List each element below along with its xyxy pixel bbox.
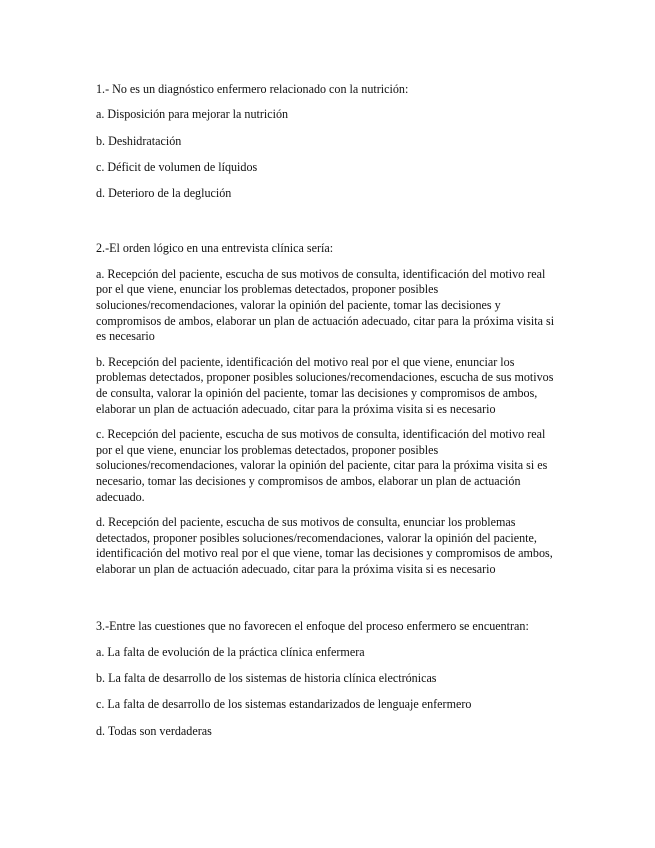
question-3 [96,619,556,738]
question-2-option-c: c. Recepción del paciente, escucha de sus motivos de consulta, identificación del motivo real por el que viene, enunciar los problemas detectados, proponer posibles soluciones/recomendaciones, valorar la opinión del paciente, citar para la próxima visita si es necesario, tomar las decisiones y compromisos de ambos, elaborar un plan de actuación adecuado. [96,427,548,504]
question-2-option-a: a. Recepción del paciente, escucha de sus motivos de consulta, identificación del motivo real por el que viene, enunciar los problemas detectados, proponer posibles soluciones/recomendaciones, valorar la opinión del paciente, tomar las decisiones y compromisos de ambos, elaborar un plan de actuación adecuado, citar para la próxima visita si es necesario [96,266,555,344]
question-3-option-b: b. La falta de desarrollo de los sistemas de historia clínica electrónicas [96,671,437,686]
question-1-option-d: d. Deterioro de la deglución [96,186,232,201]
question-1-option-c: c. Déficit de volumen de líquidos [96,159,258,174]
question-2-option-d: d. Recepción del paciente, escucha de sus motivos de consulta, enunciar los problemas detectados, proponer posibles soluciones/recomendaciones, valorar la opinión del paciente, identificación del motivo real por el que viene, tomar las decisiones y compromisos de ambos, elaborar un plan de actuación adecuado, citar para la próxima visita si es necesario [96,515,553,576]
question-2 [96,241,556,577]
question-2-stem: 2.-El orden lógico en una entrevista clínica sería: [96,241,334,256]
question-2-option-b: b. Recepción del paciente, identificación del motivo real por el que viene, enunciar los problemas detectados, proponer posibles soluciones/recomendaciones, escucha de sus motivos de consulta, valorar la opinión del paciente, tomar las decisiones y compromisos de ambos, elaborar un plan de actuación adecuado, citar para la próxima visita si es necesario [96,354,554,416]
document-page [96,82,556,750]
question-3-option-c: c. La falta de desarrollo de los sistemas estandarizados de lenguaje enfermero [96,697,472,712]
question-1-option-a: a. Disposición para mejorar la nutrición [96,107,289,122]
question-3-option-a: a. La falta de evolución de la práctica clínica enfermera [96,644,365,659]
question-1 [96,82,556,201]
question-3-stem: 3.-Entre las cuestiones que no favorecen el enfoque del proceso enfermero se encuentran: [96,619,529,634]
question-1-stem: 1.- No es un diagnóstico enfermero relacionado con la nutrición: [96,82,409,96]
question-1-option-b: b. Deshidratación [96,133,182,148]
question-3-option-d: d. Todas son verdaderas [96,723,212,738]
